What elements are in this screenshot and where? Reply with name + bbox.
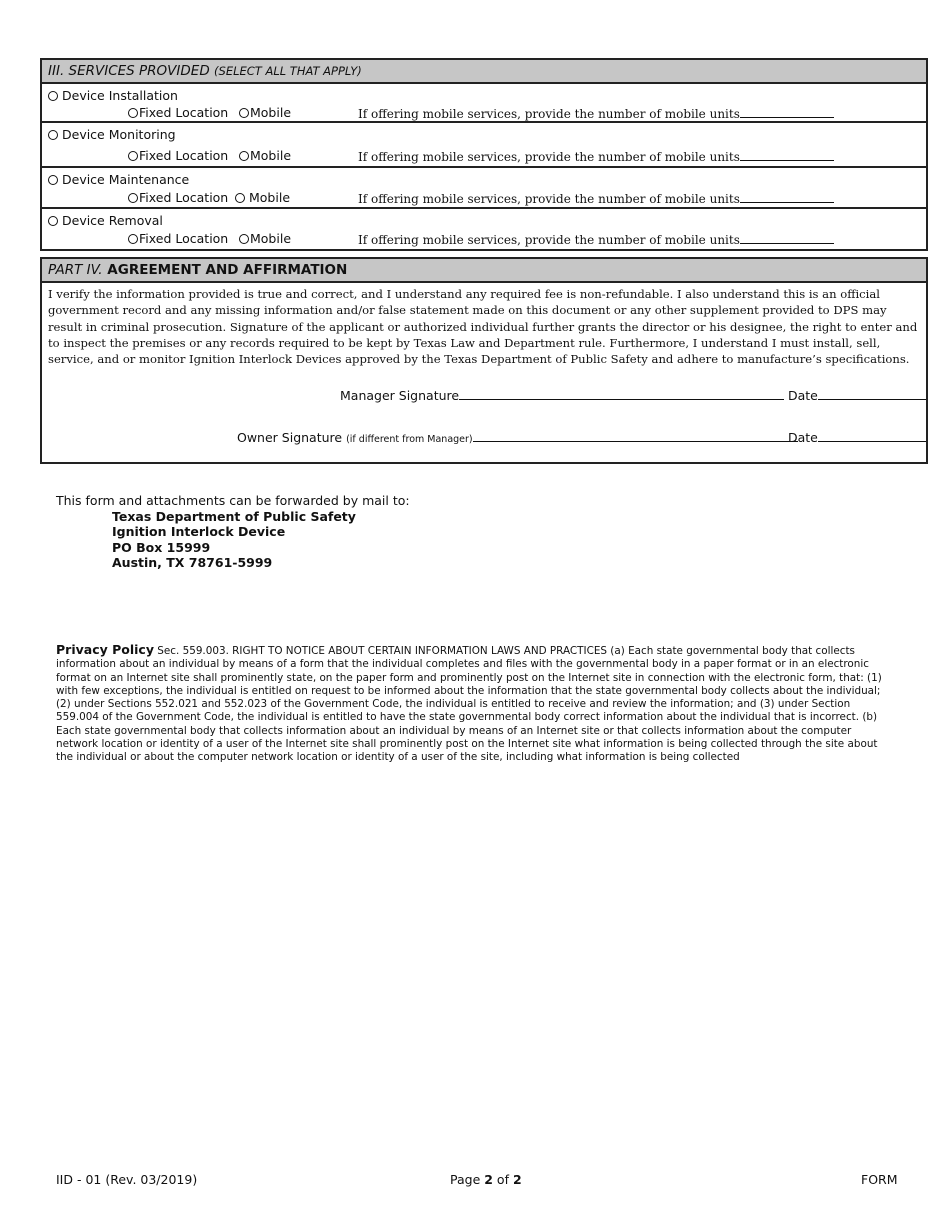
services-header	[42, 60, 926, 84]
mailing-intro: This form and attachments can be forwarded by mail to:	[56, 493, 410, 508]
fixed-location-radio[interactable]	[128, 108, 138, 118]
owner-signature-field[interactable]	[473, 430, 798, 442]
page-of: of	[492, 1172, 513, 1187]
mobile-units-label: If offering mobile services, provide the number of mobile units	[358, 150, 740, 164]
privacy-policy	[56, 643, 894, 765]
owner-signature-note: (if different from Manager)	[346, 434, 473, 445]
page-number	[450, 1172, 522, 1187]
manager-date-field[interactable]	[818, 388, 926, 400]
mobile-units-field[interactable]	[740, 232, 834, 244]
date-label: Date	[788, 430, 818, 445]
service-radio-installation[interactable]	[48, 91, 58, 101]
owner-signature-row	[237, 430, 798, 445]
service-radio-monitoring[interactable]	[48, 130, 58, 140]
fixed-location-radio[interactable]	[128, 193, 138, 203]
fixed-location-label: Fixed Location	[139, 105, 229, 120]
agreement-text: I verify the information provided is true and correct, and I understand any required fee is non-refundable. I also understand this is an official government record and any missing information and/or false statement made on this document or any other supplement provided to DPS may result in criminal prosecution. Signature of the applicant or authorized individual further grants the director or his designee, the right to enter and to inspect the premises or any records required to be kept by Texas Law and Department rule. Furthermore, I understand I must install, sell, service, and or monitor Ignition Interlock Devices approved by the Texas Department of Public Safety and adhere to manufacture’s specifications.	[48, 287, 918, 367]
mailing-line: Ignition Interlock Device	[112, 524, 286, 539]
mobile-units-label: If offering mobile services, provide the number of mobile units	[358, 233, 740, 247]
service-row-monitoring	[42, 123, 926, 168]
services-subtitle: (SELECT ALL THAT APPLY)	[214, 64, 362, 78]
fixed-location-radio[interactable]	[128, 234, 138, 244]
fixed-location-radio[interactable]	[128, 151, 138, 161]
mobile-label: Mobile	[250, 105, 292, 120]
service-name: Device Monitoring	[62, 127, 176, 142]
mobile-label: Mobile	[250, 231, 292, 246]
manager-signature-label: Manager Signature	[340, 388, 460, 403]
mobile-units-label: If offering mobile services, provide the number of mobile units	[358, 192, 740, 206]
mobile-label: Mobile	[249, 190, 291, 205]
page-prefix: Page	[450, 1172, 485, 1187]
service-radio-maintenance[interactable]	[48, 175, 58, 185]
mobile-units-field[interactable]	[740, 149, 834, 161]
service-row-installation	[42, 84, 926, 123]
service-row-maintenance	[42, 168, 926, 209]
fixed-location-label: Fixed Location	[139, 190, 229, 205]
page-current: 2	[484, 1172, 493, 1187]
mailing-line: Austin, TX 78761-5999	[112, 555, 273, 570]
owner-signature-label: Owner Signature	[237, 430, 343, 445]
fixed-location-label: Fixed Location	[139, 148, 229, 163]
service-name: Device Maintenance	[62, 172, 190, 187]
fixed-location-label: Fixed Location	[139, 231, 229, 246]
agreement-header	[42, 259, 926, 283]
manager-date-row	[788, 388, 926, 403]
service-name: Device Removal	[62, 213, 163, 228]
service-radio-removal[interactable]	[48, 216, 58, 226]
mobile-units-field[interactable]	[740, 106, 834, 118]
mailing-line: Texas Department of Public Safety	[112, 508, 356, 524]
mobile-units-label: If offering mobile services, provide the number of mobile units	[358, 107, 740, 121]
owner-date-field[interactable]	[818, 430, 926, 442]
owner-date-row	[788, 430, 926, 445]
mobile-radio[interactable]	[239, 234, 249, 244]
date-label: Date	[788, 388, 818, 403]
manager-signature-field[interactable]	[459, 388, 784, 400]
agreement-title: AGREEMENT AND AFFIRMATION	[102, 262, 348, 278]
form-label: FORM	[861, 1172, 898, 1187]
mobile-radio[interactable]	[239, 151, 249, 161]
mobile-units-field[interactable]	[740, 191, 834, 203]
services-title: III. SERVICES PROVIDED	[48, 63, 210, 79]
privacy-policy-text: Sec. 559.003. RIGHT TO NOTICE ABOUT CERTAIN INFORMATION LAWS AND PRACTICES (a) Each state governmental body that collects information about an individual by means of a form that the individual completes and files with the governmental body in a paper format or in an electronic format on an Internet site shall prominently state, on the paper form and prominently post on the Internet site in connection with the electronic form, that: (1) with few exceptions, the individual is entitled on request to be informed about the information that the state governmental body collects about the individual; (2) under Sections 552.021 and 552.023 of the Government Code, the individual is entitled to receive and review the information; and (3) under Section 559.004 of the Government Code, the individual is entitled to have the state governmental body correct information about the individual that is incorrect. (b) Each state governmental body that collects information about an individual by means of an Internet site or that collects information about the computer network location or identity of a user of the Internet site shall prominently post on the Internet site what information is being collected through the site about the individual or about the computer network location or identity of a user of the site, including what information is being collected	[56, 645, 882, 764]
mailing-line: PO Box 15999	[112, 539, 211, 555]
page-total: 2	[512, 1172, 522, 1187]
service-row-removal	[42, 209, 926, 249]
mobile-radio[interactable]	[235, 193, 245, 203]
mailing-block	[56, 493, 410, 571]
agreement-part-label: PART IV.	[48, 262, 103, 278]
services-section	[40, 58, 928, 251]
agreement-section	[40, 257, 928, 464]
mobile-radio[interactable]	[239, 108, 249, 118]
manager-signature-row	[340, 388, 784, 403]
privacy-policy-title: Privacy Policy	[56, 642, 154, 657]
service-name: Device Installation	[62, 88, 178, 103]
form-id: IID - 01 (Rev. 03/2019)	[56, 1172, 198, 1187]
mobile-label: Mobile	[250, 148, 292, 163]
